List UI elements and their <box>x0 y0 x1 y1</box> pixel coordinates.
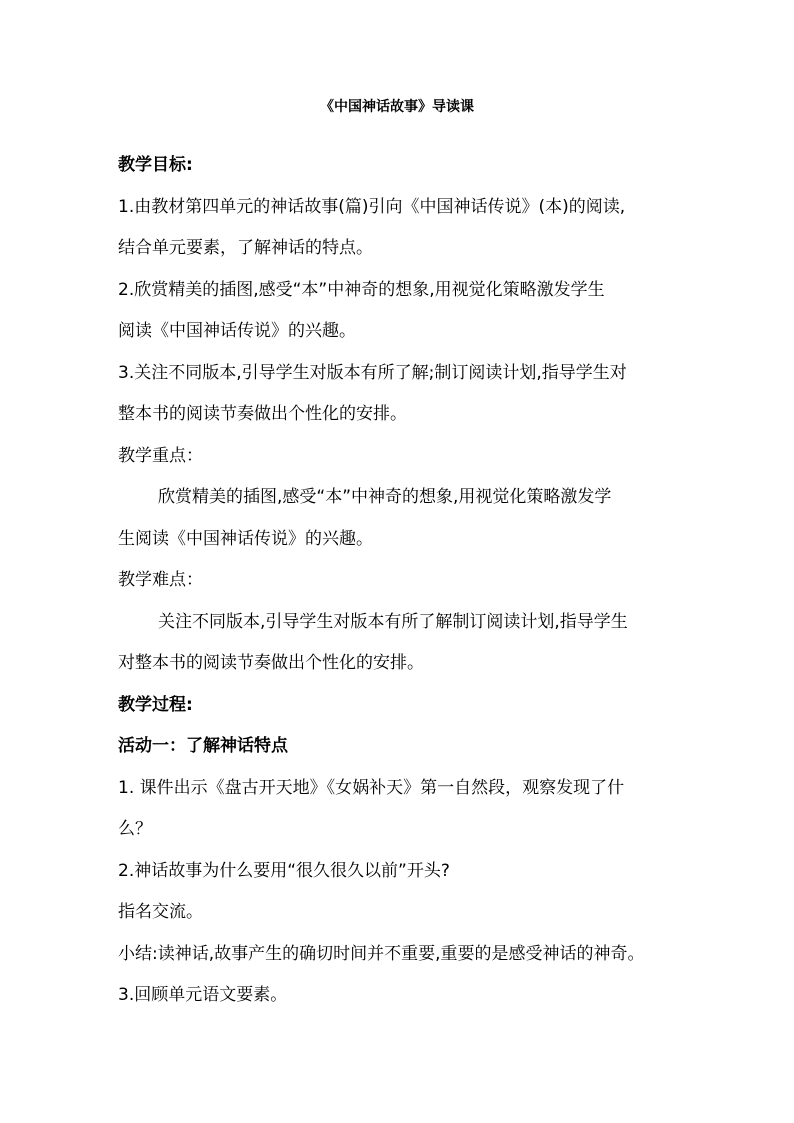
activity-1-step-1-line-1: 1. 课件出示《盘古开天地》《女娲补天》第一自然段，观察发现了什 <box>118 777 625 798</box>
difficulties-line-1: 关注不同版本,引导学生对版本有所了解制订阅读计划,指导学生 <box>158 611 628 632</box>
objective-3-line-2: 整本书的阅读节奏做出个性化的安排。 <box>118 404 407 424</box>
objective-2-line-2: 阅读《中国神话传说》的兴趣。 <box>118 321 356 341</box>
difficulties-line-2: 对整本书的阅读节奏做出个性化的安排。 <box>118 653 424 673</box>
activity-1-exchange: 指名交流。 <box>118 902 203 922</box>
activity-1-heading: 活动一：了解神话特点 <box>118 736 288 756</box>
section-heading-objectives: 教学目标: <box>118 155 193 175</box>
objective-3-line-1: 3.关注不同版本,引导学生对版本有所了解;制订阅读计划,指导学生对 <box>118 362 627 383</box>
key-points-line-2: 生阅读《中国神话传说》的兴趣。 <box>118 528 373 549</box>
objective-1-line-2: 结合单元要素，了解神话的特点。 <box>118 238 373 258</box>
section-heading-process: 教学过程: <box>118 694 193 715</box>
section-heading-difficulties: 教学难点： <box>118 570 203 590</box>
objective-1-line-1: 1.由教材第四单元的神话故事(篇)引向《中国神话传说》(本)的阅读, <box>118 196 626 217</box>
key-points-line-1: 欣赏精美的插图,感受“本”中神奇的想象,用视觉化策略激发学 <box>158 487 612 507</box>
activity-1-step-1-line-2: 么？ <box>118 819 152 839</box>
section-heading-key-points: 教学重点： <box>118 445 203 466</box>
activity-1-step-3: 3.回顾单元语文要素。 <box>118 985 288 1005</box>
activity-1-summary: 小结:读神话,故事产生的确切时间并不重要,重要的是感受神话的神奇。 <box>118 943 645 964</box>
activity-1-step-2: 2.神话故事为什么要用“很久很久以前”开头? <box>118 860 450 881</box>
objective-2-line-1: 2.欣赏精美的插图,感受“本”中神奇的想象,用视觉化策略激发学生 <box>118 279 605 300</box>
document-body <box>118 145 688 1017</box>
document-title: 《中国神话故事》导读课 <box>320 99 474 115</box>
